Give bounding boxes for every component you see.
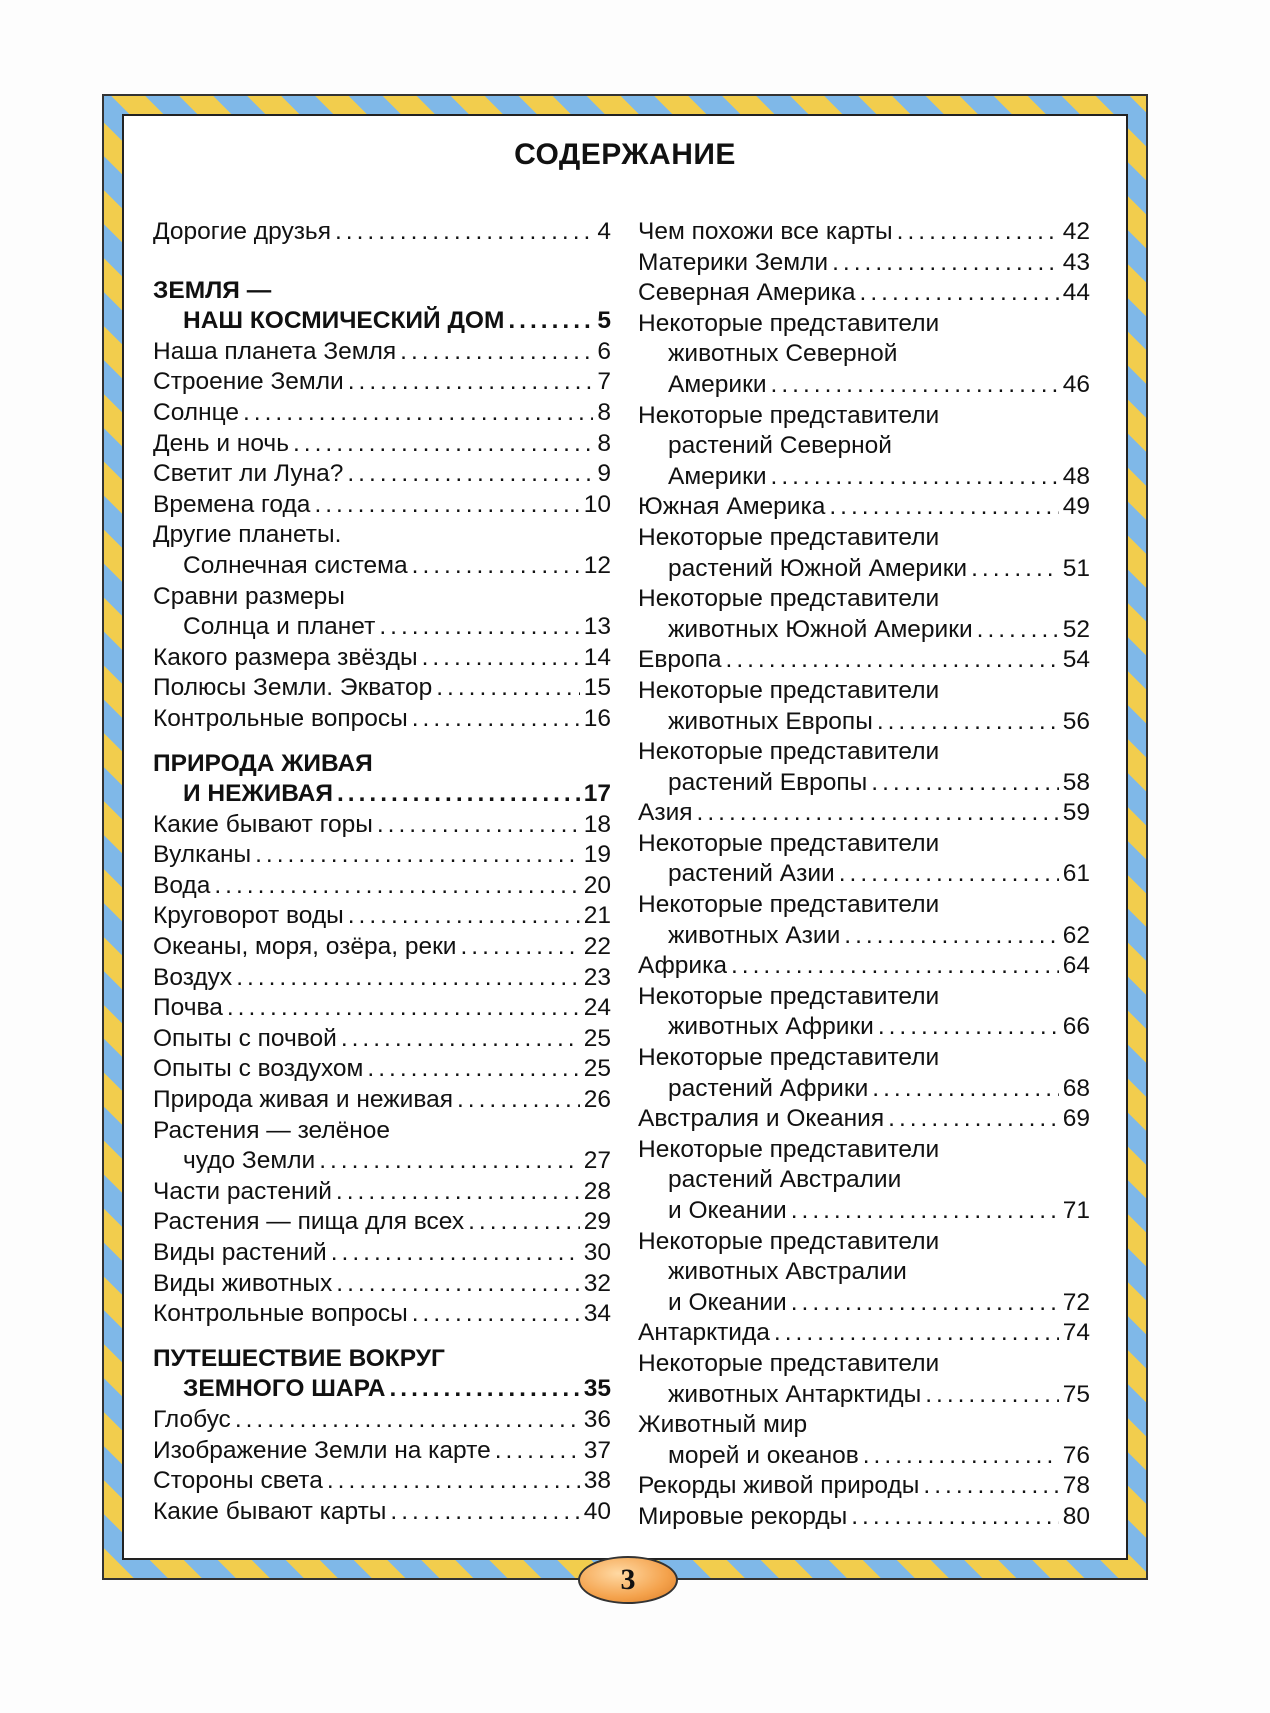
toc-page-number: 44 [1062, 279, 1090, 307]
dot-leader [235, 1405, 580, 1436]
toc-entry-text: НАШ КОСМИЧЕСКИЙ ДОМ [183, 307, 505, 335]
toc-entry[interactable] [153, 1436, 611, 1467]
dot-leader [390, 1497, 579, 1528]
dot-leader [878, 1012, 1059, 1043]
page-number-badge [578, 1556, 678, 1604]
dot-leader [367, 1054, 579, 1085]
toc-entry-text: Азия [638, 799, 693, 827]
dot-leader [925, 1380, 1059, 1411]
toc-page-number: 22 [583, 933, 611, 961]
toc-entry[interactable] [638, 1318, 1090, 1349]
toc-entry-text: и Океании [668, 1197, 787, 1224]
toc-page-number: 8 [597, 398, 611, 426]
dot-leader [897, 217, 1059, 248]
toc-page-number: 68 [1062, 1074, 1090, 1102]
toc-page-number: 25 [583, 1024, 611, 1052]
toc-entry[interactable] [638, 401, 1090, 493]
toc-page-number: 5 [597, 307, 611, 335]
toc-entry-text: чудо Земли [183, 1147, 316, 1175]
toc-page-number: 72 [1062, 1288, 1090, 1316]
toc-entry-text: растений Азии [668, 860, 835, 888]
toc-entry[interactable] [638, 1471, 1090, 1502]
dot-leader [412, 704, 580, 735]
toc-entry[interactable] [153, 704, 611, 735]
toc-entry[interactable] [638, 278, 1090, 309]
toc-page-number: 30 [583, 1239, 611, 1266]
toc-entry-text: Рекорды живой природы [638, 1472, 920, 1500]
toc-entry-text: животных Северной [668, 340, 898, 368]
toc-entry[interactable] [153, 1497, 611, 1528]
toc-entry-text: Некоторые представители [638, 401, 940, 429]
toc-entry-text: Материки Земли [638, 248, 829, 276]
dot-leader [214, 871, 579, 902]
toc-page-number: 51 [1062, 554, 1090, 582]
toc-page-number: 4 [597, 218, 611, 245]
toc-entry-text: Опыты с почвой [153, 1024, 337, 1052]
toc-entry-text: Наша планета Земля [153, 337, 397, 365]
toc-entry[interactable] [638, 1104, 1090, 1135]
dot-leader [832, 248, 1059, 279]
toc-entry[interactable] [638, 217, 1090, 248]
toc-entry[interactable] [153, 993, 611, 1024]
toc-entry[interactable] [638, 309, 1090, 401]
dot-leader [863, 1441, 1059, 1472]
dot-leader [348, 901, 580, 932]
toc-entry-text: Круговорот воды [153, 902, 344, 930]
dot-leader [341, 1024, 580, 1055]
dot-leader [457, 1085, 580, 1116]
toc-entry[interactable] [153, 1054, 611, 1085]
toc-page-number: 76 [1062, 1441, 1090, 1469]
toc-entry[interactable] [153, 871, 611, 902]
toc-entry-text: Африка [638, 952, 727, 980]
toc-entry[interactable] [153, 1024, 611, 1055]
toc-page-number: 75 [1062, 1380, 1090, 1408]
dot-leader [508, 306, 593, 337]
toc-entry-text: Виды животных [153, 1269, 333, 1297]
toc-page-number: 71 [1062, 1197, 1090, 1224]
toc-entry[interactable] [638, 492, 1090, 523]
toc-entry[interactable] [153, 398, 611, 429]
toc-entry-text: Глобус [153, 1405, 231, 1433]
toc-entry[interactable] [638, 951, 1090, 982]
dot-leader [468, 1207, 580, 1238]
dot-leader [243, 398, 593, 429]
toc-entry-text: животных Африки [668, 1013, 874, 1041]
toc-entry-text: Животный мир [638, 1411, 808, 1439]
dot-leader [255, 840, 580, 871]
toc-entry-text: Солнце [153, 398, 239, 426]
toc-entry-text: Некоторые представители [638, 585, 940, 613]
toc-entry[interactable] [153, 810, 611, 841]
dot-leader [347, 459, 593, 490]
toc-entry-text: растений Южной Америки [668, 554, 968, 582]
toc-page-number: 49 [1062, 493, 1090, 521]
dot-leader [726, 645, 1059, 676]
toc-entry-text: Светит ли Луна? [153, 460, 344, 488]
toc-page-number: 19 [583, 841, 611, 869]
dot-leader [839, 859, 1059, 890]
toc-page-number: 36 [583, 1405, 611, 1433]
toc-entry-text: животных Азии [668, 921, 841, 949]
toc-entry-text: Почва [153, 994, 223, 1022]
dot-leader [389, 1374, 579, 1405]
toc-entry[interactable] [638, 1349, 1090, 1410]
toc-entry-text: Некоторые представители [638, 738, 940, 766]
page-number: 3 [620, 1563, 636, 1596]
toc-entry-text: ЗЕМНОГО ШАРА [183, 1375, 386, 1403]
toc-entry[interactable] [153, 337, 611, 368]
toc-entry-text: Сравни размеры [153, 582, 345, 610]
toc-entry[interactable] [638, 676, 1090, 737]
dot-leader [872, 1074, 1058, 1105]
toc-entry-text: растений Африки [668, 1074, 869, 1102]
toc-entry[interactable] [153, 1405, 611, 1436]
toc-page-number: 58 [1062, 768, 1090, 796]
dot-leader [348, 367, 594, 398]
dot-leader [774, 1318, 1059, 1349]
toc-entry-text: Европа [638, 646, 722, 674]
dot-leader [379, 612, 579, 643]
toc-entry-text: Контрольные вопросы [153, 1300, 408, 1328]
toc-entry[interactable] [153, 520, 611, 581]
toc-entry[interactable] [638, 829, 1090, 890]
toc-entry[interactable] [153, 429, 611, 460]
dot-leader [860, 278, 1059, 309]
dot-leader [400, 337, 593, 368]
toc-entry[interactable] [153, 1177, 611, 1208]
toc-entry-text: Какие бывают горы [153, 810, 373, 838]
dot-leader [871, 768, 1058, 799]
toc-entry-text: растений Австралии [668, 1166, 902, 1194]
toc-page-number: 80 [1062, 1502, 1090, 1530]
toc-page-number: 15 [583, 674, 611, 702]
dot-leader [412, 551, 580, 582]
dot-leader [293, 429, 593, 460]
dot-leader [331, 1238, 580, 1269]
toc-entry[interactable] [638, 1043, 1090, 1104]
toc-page-number: 62 [1062, 921, 1090, 949]
toc-entry-text: Некоторые представители [638, 1044, 940, 1072]
toc-entry-text: Природа живая и неживая [153, 1086, 453, 1114]
dot-leader [227, 993, 580, 1024]
toc-entry-text: Виды растений [153, 1239, 327, 1266]
toc-right-column [638, 217, 1090, 1533]
toc-entry[interactable] [638, 737, 1090, 798]
toc-page-number: 17 [583, 780, 611, 808]
toc-page-number: 34 [583, 1300, 611, 1328]
toc-entry-text: растений Северной [668, 432, 892, 460]
toc-entry-text: Некоторые представители [638, 309, 940, 337]
toc-entry-text: Антарктида [638, 1319, 770, 1347]
dot-leader [377, 810, 580, 841]
toc-entry[interactable] [153, 367, 611, 398]
toc-entry[interactable] [153, 932, 611, 963]
toc-entry-text: День и ночь [153, 429, 289, 457]
toc-page-number: 32 [583, 1269, 611, 1297]
toc-page-number: 59 [1062, 799, 1090, 827]
toc-page-number: 56 [1062, 707, 1090, 735]
toc-page-number: 61 [1062, 860, 1090, 888]
toc-entry[interactable] [638, 1502, 1090, 1533]
toc-entry-text: Части растений [153, 1177, 332, 1205]
toc-page-number: 12 [583, 551, 611, 579]
toc-entry-text: Некоторые представители [638, 1227, 940, 1255]
dot-leader [319, 1146, 580, 1177]
toc-page-number: 23 [583, 963, 611, 991]
dot-leader [791, 1196, 1059, 1227]
toc-page-number: 7 [597, 368, 611, 396]
toc-entry-text: ПРИРОДА ЖИВАЯ [153, 749, 373, 777]
toc-page-number: 43 [1062, 248, 1090, 276]
toc-entry-text: Растения — зелёное [153, 1116, 391, 1144]
toc-entry[interactable] [153, 840, 611, 871]
toc-entry[interactable] [153, 1116, 611, 1177]
dot-leader [327, 1466, 580, 1497]
toc-entry-text: Дорогие друзья [153, 218, 331, 245]
toc-page-number: 27 [583, 1147, 611, 1175]
toc-entry-text: ПУТЕШЕСТВИЕ ВОКРУГ [153, 1344, 445, 1372]
toc-page-number: 9 [597, 460, 611, 488]
toc-entry[interactable] [638, 1135, 1090, 1227]
dot-leader [336, 1177, 580, 1208]
toc-page-number: 40 [583, 1497, 611, 1525]
toc-entry[interactable] [638, 982, 1090, 1043]
toc-entry-text: Океаны, моря, озёра, реки [153, 933, 457, 961]
toc-entry-text: Вулканы [153, 841, 252, 869]
toc-entry-text: Какого размера звёзды [153, 643, 418, 671]
toc-entry-text: Южная Америка [638, 493, 826, 521]
toc-entry[interactable] [638, 523, 1090, 584]
toc-entry-text: Какие бывают карты [153, 1497, 387, 1525]
dot-leader [791, 1288, 1059, 1319]
dot-leader [844, 921, 1058, 952]
dot-leader [461, 932, 580, 963]
dot-leader [771, 370, 1059, 401]
dot-leader [731, 951, 1059, 982]
dot-leader [771, 462, 1059, 493]
toc-entry-text: Некоторые представители [638, 891, 940, 919]
toc-entry-text: Вода [153, 871, 211, 899]
toc-entry[interactable] [153, 1207, 611, 1238]
toc-page-number: 28 [583, 1177, 611, 1205]
toc-entry[interactable] [153, 643, 611, 674]
toc-entry-text: Времена года [153, 490, 311, 518]
toc-entry-text: Полюсы Земли. Экватор [153, 674, 433, 702]
toc-entry-text: животных Антарктиды [668, 1380, 922, 1408]
toc-entry[interactable] [638, 248, 1090, 279]
toc-entry-text: растений Европы [668, 768, 868, 796]
toc-page-number: 14 [583, 643, 611, 671]
toc-entry-text: Стороны света [153, 1467, 323, 1495]
toc-entry[interactable] [638, 798, 1090, 829]
toc-page-number: 24 [583, 994, 611, 1022]
toc-entry[interactable] [153, 673, 611, 704]
dot-leader [336, 1269, 579, 1300]
toc-entry-text: Другие планеты. [153, 521, 342, 549]
dot-leader [337, 779, 580, 810]
toc-entry-text: Воздух [153, 963, 233, 991]
dot-leader [697, 798, 1059, 829]
toc-entry-text: морей и океанов [668, 1441, 859, 1469]
toc-entry-text: Чем похожи все карты [638, 218, 893, 245]
dot-leader [923, 1471, 1058, 1502]
toc-entry-text: Растения — пища для всех [153, 1208, 465, 1236]
toc-entry[interactable] [638, 890, 1090, 951]
toc-page-number: 54 [1062, 646, 1090, 674]
toc-page-number: 8 [597, 429, 611, 457]
dot-leader [335, 217, 593, 248]
toc-entry-text: Некоторые представители [638, 676, 940, 704]
dot-leader [495, 1436, 580, 1467]
toc-entry[interactable] [153, 217, 611, 248]
toc-entry[interactable] [153, 490, 611, 521]
toc-page-number: 37 [583, 1436, 611, 1464]
toc-entry-text: Некоторые представители [638, 1135, 940, 1163]
toc-entry-text: Опыты с воздухом [153, 1055, 364, 1083]
toc-page-number: 6 [597, 337, 611, 365]
toc-entry-text: Изображение Земли на карте [153, 1436, 491, 1464]
toc-entry-text: животных Южной Америки [668, 615, 973, 643]
toc-entry[interactable] [153, 582, 611, 643]
toc-entry[interactable] [153, 1299, 611, 1330]
toc-page-number: 64 [1062, 952, 1090, 980]
toc-page-number: 78 [1062, 1472, 1090, 1500]
dot-leader [971, 554, 1059, 585]
toc-entry[interactable] [153, 901, 611, 932]
toc-page-number: 38 [583, 1467, 611, 1495]
dot-leader [422, 643, 580, 674]
toc-entry-text: Строение Земли [153, 368, 344, 396]
toc-entry-text: Некоторые представители [638, 982, 940, 1010]
toc-entry[interactable] [638, 1227, 1090, 1319]
toc-entry-text: Солнечная система [183, 551, 408, 579]
toc-entry[interactable] [153, 963, 611, 994]
toc-page-number: 21 [583, 902, 611, 930]
toc-section-heading[interactable] [153, 749, 611, 810]
toc-spacer [153, 248, 611, 262]
page-title: СОДЕРЖАНИЕ [514, 138, 736, 171]
toc-page-number: 25 [583, 1055, 611, 1083]
toc-entry-text: ЗЕМЛЯ — [153, 276, 272, 304]
toc-page-number: 52 [1062, 615, 1090, 643]
toc-page-number: 13 [583, 613, 611, 641]
dot-leader [236, 963, 580, 994]
toc-entry[interactable] [153, 1238, 611, 1269]
toc-entry-text: Некоторые представители [638, 523, 940, 551]
toc-entry[interactable] [153, 1466, 611, 1497]
toc-page-number: 66 [1062, 1013, 1090, 1041]
toc-entry[interactable] [153, 1085, 611, 1116]
toc-page-number: 42 [1062, 218, 1090, 245]
dot-leader [314, 490, 579, 521]
dot-leader [888, 1104, 1059, 1135]
toc-entry[interactable] [638, 645, 1090, 676]
toc-section-heading[interactable] [153, 1344, 611, 1405]
toc-section-heading[interactable] [153, 276, 611, 337]
toc-entry-text: И НЕЖИВАЯ [183, 780, 333, 808]
toc-entry-text: животных Австралии [668, 1258, 907, 1286]
dot-leader [877, 707, 1059, 738]
toc-entry-text: Контрольные вопросы [153, 704, 408, 732]
toc-page-number: 26 [583, 1086, 611, 1114]
toc-page-number: 16 [583, 704, 611, 732]
toc-page-number: 74 [1062, 1319, 1090, 1347]
toc-entry[interactable] [153, 1269, 611, 1300]
toc-left-column [153, 217, 611, 1527]
toc-entry-text: Некоторые представители [638, 829, 940, 857]
dot-leader [851, 1502, 1058, 1533]
toc-entry-text: животных Европы [668, 707, 873, 735]
toc-page-number: 29 [583, 1208, 611, 1236]
toc-page-number: 48 [1062, 462, 1090, 490]
toc-entry-text: Некоторые представители [638, 1349, 940, 1377]
toc-entry-text: Солнца и планет [183, 613, 376, 641]
dot-leader [436, 673, 579, 704]
toc-entry[interactable] [638, 1410, 1090, 1471]
toc-page-number: 46 [1062, 370, 1090, 398]
dot-leader [412, 1299, 580, 1330]
toc-entry-text: Америки [668, 462, 767, 490]
toc-page-number: 69 [1062, 1105, 1090, 1133]
toc-entry-text: Америки [668, 370, 767, 398]
toc-entry[interactable] [153, 459, 611, 490]
toc-entry[interactable] [638, 584, 1090, 645]
toc-page-number: 35 [583, 1375, 611, 1403]
toc-page-number: 18 [583, 810, 611, 838]
toc-entry-text: и Океании [668, 1288, 787, 1316]
toc-entry-text: Австралия и Океания [638, 1105, 885, 1133]
dot-leader [829, 492, 1058, 523]
toc-page-number: 10 [583, 490, 611, 518]
toc-entry-text: Мировые рекорды [638, 1502, 848, 1530]
toc-entry-text: Северная Америка [638, 279, 856, 307]
toc-page-number: 20 [583, 871, 611, 899]
dot-leader [977, 615, 1059, 646]
